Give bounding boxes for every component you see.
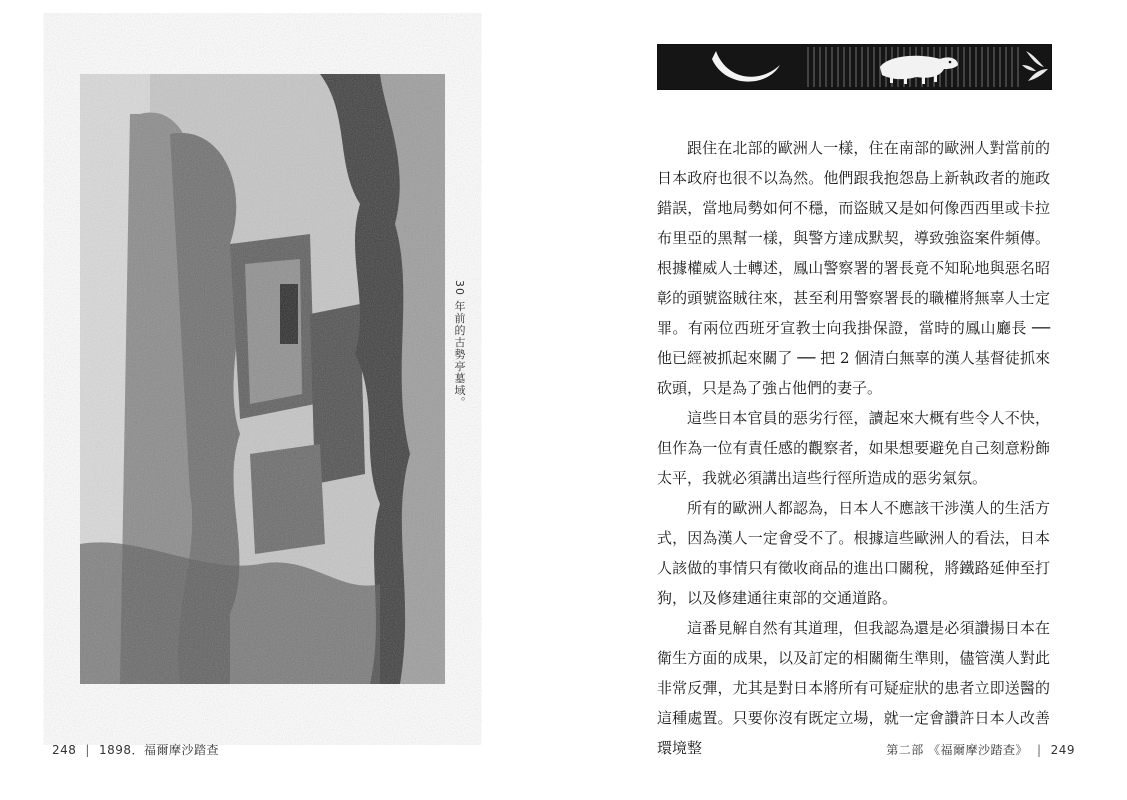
right-folio (886, 741, 1075, 758)
folio-separator: | (1037, 743, 1042, 757)
paragraph: 所有的歐洲人都認為，日本人不應該干涉漢人的生活方式，因為漢人一定會受不了。根據這些歐洲人的看法，日本人該做的事情只有徵收商品的進出口關稅，將鐵路延伸至打狗，以及修建通往東部的交通道路。 (657, 499, 1050, 607)
right-section-title: 第二部 《福爾摩沙踏查》 (886, 743, 1029, 757)
left-folio (52, 741, 219, 758)
left-page-number: 248 (52, 743, 77, 757)
photo-caption: 30 年前的古勢亭墓域。 (453, 280, 466, 409)
right-page (564, 0, 1127, 800)
right-page-number: 249 (1050, 743, 1075, 757)
paragraph: 這些日本官員的惡劣行徑，讀起來大概有些令人不快，但作為一位有責任感的觀察者，如果想要避免自己刻意粉飾太平，我就必須講出這些行徑所造成的惡劣氣氛。 (657, 409, 1050, 487)
chapter-header-ornament (657, 44, 1052, 90)
historic-photograph (80, 74, 445, 684)
left-book-title: 1898．福爾摩沙踏查 (98, 743, 219, 757)
paragraph: 跟住在北部的歐洲人一樣，住在南部的歐洲人對當前的日本政府也很不以為然。他們跟我抱怨島上新執政者的施政錯誤，當地局勢如何不穩，而盜賊又是如何像西西里或卡拉布里亞的黑幫一樣，與警方達成默契，導致強盜案件頻傳。根據權威人士轉述，鳳山警察署的署長竟不知恥地與惡名昭彰的頭號盜賊往來，甚至利用警察署長的職權將無辜人士定罪。有兩位西班牙宣教士向我掛保證，當時的鳳山廳長 ── 他已經被抓起來關了 ── 把 2 個清白無辜的漢人基督徒抓來砍頭，只是為了強占他們的妻子。 (657, 139, 1050, 397)
folio-separator: | (85, 743, 90, 757)
landscape-photo-icon (80, 74, 445, 684)
paragraph: 這番見解自然有其道理，但我認為還是必須讚揚日本在衛生方面的成果，以及訂定的相關衛生準則，儘管漢人對此非常反彈，尤其是對日本將所有可疑症狀的患者立即送醫的這種處置。只要你沒有既定立場，就一定會讚許日本人改善環境整 (657, 619, 1050, 757)
left-page (0, 0, 563, 800)
